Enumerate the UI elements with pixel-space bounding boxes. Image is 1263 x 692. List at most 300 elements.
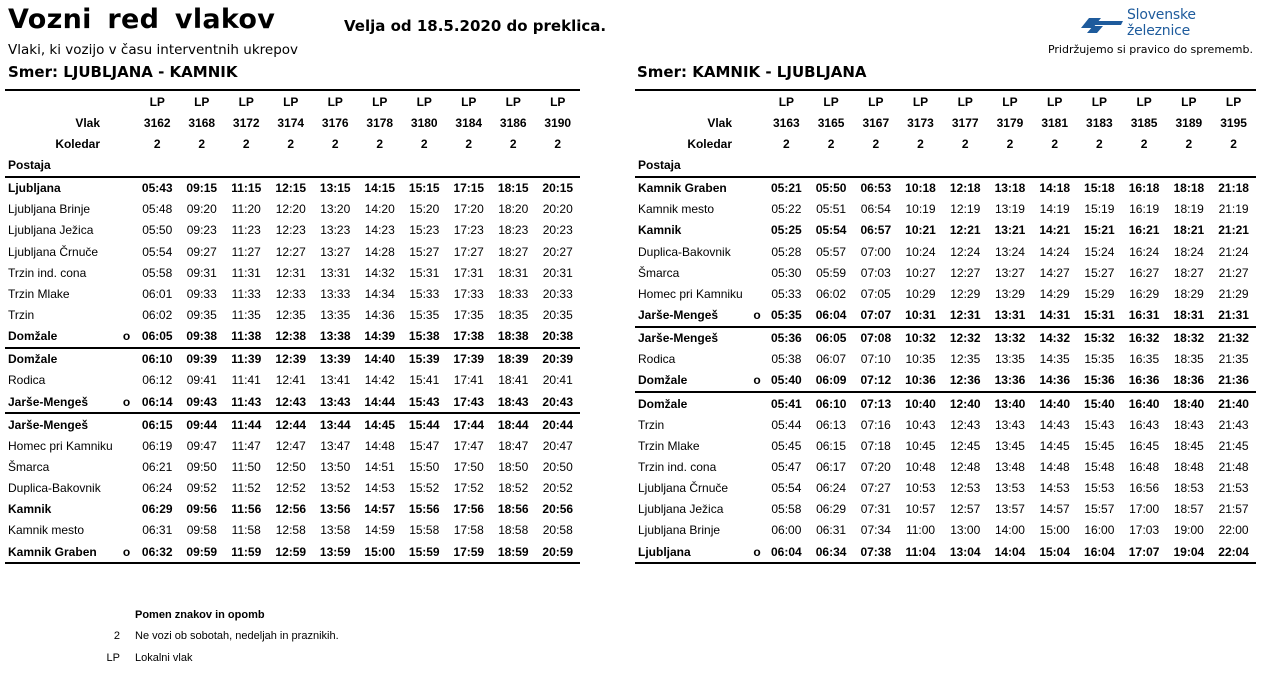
departure-time: 07:05 xyxy=(860,286,891,301)
departure-time: 17:00 xyxy=(1129,502,1160,517)
departure-time: 10:36 xyxy=(905,373,936,388)
departure-time: 13:43 xyxy=(319,394,351,409)
koledar-code: 2 xyxy=(376,136,384,151)
departure-time: 10:48 xyxy=(905,459,936,474)
departure-time: 13:27 xyxy=(994,265,1025,280)
departure-time: 10:35 xyxy=(905,352,936,367)
departure-time: 09:41 xyxy=(186,373,217,388)
departure-time: 21:31 xyxy=(1218,307,1249,322)
station-row xyxy=(5,262,580,283)
departure-time: 18:45 xyxy=(1173,438,1204,453)
departure-time: 18:36 xyxy=(1173,373,1205,388)
departure-time: 14:28 xyxy=(364,244,395,259)
departure-time: 18:31 xyxy=(498,265,529,280)
departure-time: 06:09 xyxy=(815,373,847,388)
departure-time: 18:18 xyxy=(1166,177,1211,199)
departure-time: 13:23 xyxy=(320,223,351,238)
departure-time: 15:45 xyxy=(1084,438,1115,453)
departure-time: 17:38 xyxy=(453,329,485,344)
departure-time: 22:00 xyxy=(1218,523,1249,538)
departure-time: 06:02 xyxy=(142,307,173,322)
departure-time: 12:47 xyxy=(275,438,306,453)
departure-time: 05:58 xyxy=(771,502,802,517)
departure-time: 15:48 xyxy=(1084,459,1115,474)
train-number: 3180 xyxy=(410,115,438,130)
departure-time: 06:21 xyxy=(142,459,173,474)
departure-time: 15:23 xyxy=(409,223,440,238)
departure-time: 18:57 xyxy=(1173,502,1204,517)
departure-time: 18:27 xyxy=(1173,265,1204,280)
station-mark xyxy=(750,283,764,304)
train-type: LP xyxy=(313,90,358,112)
departure-time: 14:32 xyxy=(1032,327,1077,349)
koledar-row xyxy=(635,133,1256,154)
departure-time: 14:19 xyxy=(1039,202,1070,217)
departure-time: 21:35 xyxy=(1218,352,1249,367)
station-mark xyxy=(118,304,135,325)
train-type: LP xyxy=(988,90,1033,112)
departure-time: 06:10 xyxy=(809,392,854,414)
departure-time: 20:20 xyxy=(542,202,573,217)
brand-logo xyxy=(1079,7,1263,39)
station-name: Jarše-Mengeš xyxy=(5,413,118,435)
station-mark xyxy=(118,220,135,241)
departure-time: 13:24 xyxy=(994,244,1025,259)
departure-time: 18:23 xyxy=(498,223,529,238)
station-mark xyxy=(118,435,135,456)
direction-heading-right: Smer: KAMNIK - LJUBLJANA xyxy=(637,63,867,81)
koledar-code: 2 xyxy=(465,136,473,151)
departure-time: 13:29 xyxy=(994,286,1025,301)
departure-time: 13:50 xyxy=(320,459,351,474)
departure-time: 05:54 xyxy=(815,223,847,238)
departure-time: 09:44 xyxy=(180,413,225,435)
departure-time: 18:32 xyxy=(1166,327,1211,349)
departure-time: 07:34 xyxy=(860,523,891,538)
departure-time: 05:44 xyxy=(771,417,802,432)
departure-time: 14:04 xyxy=(988,541,1033,563)
departure-time: 15:20 xyxy=(409,202,440,217)
departure-time: 17:39 xyxy=(447,348,492,370)
departure-time: 05:50 xyxy=(809,177,854,199)
departure-time: 13:57 xyxy=(994,502,1025,517)
departure-time: 18:44 xyxy=(491,413,536,435)
station-row xyxy=(5,304,580,325)
train-number: 3167 xyxy=(862,115,890,130)
train-type: LP xyxy=(447,90,492,112)
train-type: LP xyxy=(402,90,447,112)
departure-time: 11:39 xyxy=(224,348,269,370)
departure-time: 05:21 xyxy=(764,177,809,199)
departure-time: 07:03 xyxy=(860,265,891,280)
departure-time: 13:20 xyxy=(320,202,351,217)
station-name: Trzin Mlake xyxy=(638,438,700,453)
station-name: Rodica xyxy=(638,352,676,367)
departure-time: 20:43 xyxy=(542,394,574,409)
departure-time: 06:14 xyxy=(141,394,173,409)
departure-time: 12:43 xyxy=(950,417,981,432)
station-name: Jarše-Mengeš xyxy=(638,307,719,322)
departure-time: 05:28 xyxy=(771,244,802,259)
train-number: 3179 xyxy=(996,115,1024,130)
train-number: 3174 xyxy=(277,115,305,130)
departure-time: 21:40 xyxy=(1211,392,1256,414)
departure-time: 21:29 xyxy=(1218,286,1249,301)
direction-heading-left: Smer: LJUBLJANA - KAMNIK xyxy=(8,63,238,81)
departure-time: 05:45 xyxy=(771,438,802,453)
departure-time: 15:29 xyxy=(1084,286,1115,301)
departure-time: 12:56 xyxy=(275,502,307,517)
header-spacer xyxy=(750,133,764,154)
departure-time: 05:50 xyxy=(142,223,173,238)
header-spacer xyxy=(853,154,898,176)
departure-time: 12:21 xyxy=(949,223,981,238)
departure-time: 15:47 xyxy=(409,438,440,453)
departure-time: 21:21 xyxy=(1218,223,1249,238)
departure-time: 06:57 xyxy=(860,223,892,238)
departure-time: 12:53 xyxy=(950,481,981,496)
station-mark xyxy=(750,177,764,199)
departure-time: 14:48 xyxy=(1039,459,1070,474)
departure-time: 05:48 xyxy=(142,202,173,217)
departure-time: 07:31 xyxy=(860,502,891,517)
departure-time: 12:39 xyxy=(269,348,314,370)
station-name: Trzin xyxy=(638,417,665,432)
departure-time: 14:40 xyxy=(1032,392,1077,414)
station-row xyxy=(635,199,1256,220)
departure-time: 16:56 xyxy=(1129,481,1160,496)
departure-time: 05:40 xyxy=(771,373,802,388)
departure-time: 21:45 xyxy=(1218,438,1249,453)
departure-time: 15:41 xyxy=(409,373,440,388)
station-row xyxy=(635,414,1256,435)
header-spacer xyxy=(135,154,180,176)
departure-time: 15:50 xyxy=(409,459,440,474)
train-type: LP xyxy=(1122,90,1167,112)
departure-time: 20:59 xyxy=(536,541,581,563)
departure-time: 18:59 xyxy=(491,541,536,563)
departure-time: 09:58 xyxy=(186,523,217,538)
departure-time: 14:59 xyxy=(364,523,395,538)
departure-time: 13:33 xyxy=(320,286,351,301)
departure-time: 07:10 xyxy=(860,352,891,367)
train-number-row xyxy=(635,112,1256,133)
koledar-code: 2 xyxy=(153,136,161,151)
departure-time: 12:27 xyxy=(275,244,306,259)
train-type: LP xyxy=(943,90,988,112)
departure-time: 09:38 xyxy=(186,329,218,344)
koledar-code: 2 xyxy=(961,136,969,151)
departure-time: 15:39 xyxy=(402,348,447,370)
departure-time: 06:19 xyxy=(142,438,173,453)
departure-time: 14:27 xyxy=(1039,265,1070,280)
departure-time: 12:35 xyxy=(950,352,981,367)
departure-time: 15:35 xyxy=(1084,352,1115,367)
departure-time: 17:07 xyxy=(1122,541,1167,563)
departure-time: 16:19 xyxy=(1129,202,1160,217)
departure-time: 18:21 xyxy=(1173,223,1205,238)
departure-time: 17:03 xyxy=(1129,523,1160,538)
departure-time: 21:18 xyxy=(1211,177,1256,199)
departure-time: 15:04 xyxy=(1032,541,1077,563)
train-number: 3189 xyxy=(1175,115,1203,130)
departure-time: 15:33 xyxy=(409,286,440,301)
departure-time: 11:59 xyxy=(224,541,269,563)
departure-time: 11:35 xyxy=(231,307,261,322)
station-mark xyxy=(118,348,135,370)
station-row xyxy=(635,392,1256,414)
departure-time: 12:32 xyxy=(943,327,988,349)
station-mark xyxy=(118,478,135,499)
departure-time: 10:57 xyxy=(905,502,936,517)
station-mark: o xyxy=(750,541,764,563)
departure-time: 07:18 xyxy=(860,438,891,453)
departure-time: 21:48 xyxy=(1218,459,1249,474)
station-row xyxy=(635,241,1256,262)
header-spacer xyxy=(809,154,854,176)
header-spacer xyxy=(224,154,269,176)
station-row xyxy=(5,456,580,477)
departure-time: 15:58 xyxy=(409,523,440,538)
station-mark xyxy=(118,283,135,304)
station-name: Trzin ind. cona xyxy=(638,459,717,474)
timetable-ljubljana-kamnik xyxy=(5,89,580,564)
departure-time: 18:56 xyxy=(497,502,529,517)
departure-time: 13:35 xyxy=(994,352,1025,367)
departure-time: 14:40 xyxy=(358,348,403,370)
station-row xyxy=(5,241,580,262)
departure-time: 21:36 xyxy=(1218,373,1249,388)
departure-time: 12:24 xyxy=(950,244,981,259)
departure-time: 11:43 xyxy=(231,394,262,409)
departure-time: 13:45 xyxy=(994,438,1025,453)
departure-time: 15:27 xyxy=(1084,265,1115,280)
departure-time: 16:04 xyxy=(1077,541,1122,563)
departure-time: 18:38 xyxy=(497,329,529,344)
station-row xyxy=(635,327,1256,349)
train-number: 3177 xyxy=(951,115,979,130)
station-name: Kamnik mesto xyxy=(8,523,85,538)
header-spacer xyxy=(1166,154,1211,176)
koledar-code: 2 xyxy=(1230,136,1237,151)
departure-time: 11:47 xyxy=(231,438,261,453)
station-name: Trzin xyxy=(8,307,35,322)
train-type-row xyxy=(635,90,1256,112)
departure-time: 11:41 xyxy=(231,373,261,388)
departure-time: 11:33 xyxy=(231,286,261,301)
departure-time: 10:45 xyxy=(905,438,936,453)
departure-time: 07:20 xyxy=(860,459,891,474)
departure-time: 13:48 xyxy=(994,459,1025,474)
station-name: Ljubljana xyxy=(635,541,750,563)
koledar-label: Koledar xyxy=(55,136,100,151)
postaja-row xyxy=(5,154,580,176)
departure-time: 06:05 xyxy=(141,329,173,344)
departure-time: 18:48 xyxy=(1173,459,1204,474)
departure-time: 05:35 xyxy=(771,307,802,322)
station-row xyxy=(635,541,1256,563)
departure-time: 15:31 xyxy=(409,265,440,280)
station-row xyxy=(635,499,1256,520)
header-spacer xyxy=(750,90,764,112)
departure-time: 10:32 xyxy=(898,327,943,349)
station-mark: o xyxy=(118,541,135,563)
station-row xyxy=(635,349,1256,370)
koledar-code: 2 xyxy=(1051,136,1059,151)
departure-time: 09:56 xyxy=(186,502,218,517)
station-mark xyxy=(750,327,764,349)
departure-time: 15:53 xyxy=(1084,481,1115,496)
station-mark xyxy=(118,520,135,541)
departure-time: 05:36 xyxy=(764,327,809,349)
departure-time: 13:19 xyxy=(994,202,1025,217)
station-row xyxy=(5,413,580,435)
departure-time: 11:38 xyxy=(231,329,262,344)
departure-time: 15:44 xyxy=(402,413,447,435)
departure-time: 16:21 xyxy=(1128,223,1160,238)
departure-time: 17:20 xyxy=(453,202,484,217)
departure-time: 05:54 xyxy=(771,481,802,496)
departure-time: 15:43 xyxy=(408,394,440,409)
station-row xyxy=(635,456,1256,477)
departure-time: 10:29 xyxy=(905,286,936,301)
departure-time: 06:10 xyxy=(135,348,180,370)
departure-time: 12:40 xyxy=(943,392,988,414)
station-mark xyxy=(750,456,764,477)
header-spacer xyxy=(750,112,764,133)
departure-time: 13:58 xyxy=(320,523,351,538)
departure-time: 19:00 xyxy=(1173,523,1204,538)
station-name: Domžale xyxy=(638,373,688,388)
station-row xyxy=(5,478,580,499)
departure-time: 14:29 xyxy=(1039,286,1070,301)
station-row xyxy=(5,391,580,413)
train-number: 3172 xyxy=(232,115,260,130)
departure-time: 16:18 xyxy=(1122,177,1167,199)
station-row xyxy=(635,262,1256,283)
departure-time: 18:35 xyxy=(1173,352,1204,367)
departure-time: 20:35 xyxy=(542,307,573,322)
departure-time: 06:00 xyxy=(771,523,802,538)
station-row xyxy=(5,541,580,563)
header-spacer xyxy=(269,154,314,176)
departure-time: 14:45 xyxy=(1039,438,1070,453)
station-name: Duplica-Bakovnik xyxy=(8,481,101,496)
departure-time: 13:36 xyxy=(994,373,1026,388)
station-row xyxy=(635,435,1256,456)
departure-time: 15:40 xyxy=(1077,392,1122,414)
departure-time: 15:19 xyxy=(1084,202,1115,217)
train-number: 3165 xyxy=(817,115,845,130)
departure-time: 09:33 xyxy=(186,286,217,301)
station-name: Kamnik Graben xyxy=(635,177,750,199)
departure-time: 14:43 xyxy=(1039,417,1070,432)
departure-time: 07:00 xyxy=(860,244,891,259)
koledar-code: 2 xyxy=(420,136,428,151)
train-type: LP xyxy=(1032,90,1077,112)
koledar-code: 2 xyxy=(242,136,250,151)
page-title: Vozni red vlakov xyxy=(8,4,276,35)
departure-time: 16:27 xyxy=(1129,265,1160,280)
departure-time: 12:18 xyxy=(943,177,988,199)
departure-time: 06:53 xyxy=(853,177,898,199)
departure-time: 05:25 xyxy=(771,223,802,238)
departure-time: 14:57 xyxy=(1039,502,1070,517)
station-row xyxy=(635,283,1256,304)
koledar-row xyxy=(5,133,580,154)
header-spacer xyxy=(118,90,135,112)
departure-time: 11:44 xyxy=(224,413,269,435)
departure-time: 06:32 xyxy=(135,541,180,563)
train-type: LP xyxy=(1211,90,1256,112)
train-type: LP xyxy=(491,90,536,112)
departure-time: 10:43 xyxy=(905,417,936,432)
koledar-code: 2 xyxy=(1140,136,1148,151)
koledar-code: 2 xyxy=(1185,136,1193,151)
departure-time: 17:27 xyxy=(453,244,484,259)
departure-time: 21:24 xyxy=(1218,244,1249,259)
departure-time: 09:52 xyxy=(186,481,217,496)
train-number: 3162 xyxy=(143,115,171,130)
departure-time: 18:20 xyxy=(498,202,529,217)
departure-time: 09:20 xyxy=(186,202,217,217)
departure-time: 14:21 xyxy=(1039,223,1071,238)
station-mark xyxy=(118,499,135,520)
train-type: LP xyxy=(536,90,581,112)
departure-time: 16:48 xyxy=(1129,459,1160,474)
departure-time: 09:39 xyxy=(180,348,225,370)
departure-time: 16:29 xyxy=(1129,286,1160,301)
departure-time: 17:23 xyxy=(453,223,484,238)
legend-text: Ne vozi ob sobotah, nedeljah in praznikih. xyxy=(135,630,339,642)
departure-time: 09:31 xyxy=(186,265,217,280)
departure-time: 11:15 xyxy=(224,177,269,199)
station-row xyxy=(635,177,1256,199)
departure-time: 18:58 xyxy=(498,523,529,538)
station-name: Ljubljana Brinje xyxy=(638,523,721,538)
train-type: LP xyxy=(358,90,403,112)
station-row xyxy=(5,220,580,241)
koledar-code: 2 xyxy=(872,136,880,151)
departure-time: 18:40 xyxy=(1166,392,1211,414)
departure-time: 09:59 xyxy=(180,541,225,563)
station-row xyxy=(5,326,580,348)
departure-time: 14:44 xyxy=(364,394,396,409)
station-mark xyxy=(750,435,764,456)
departure-time: 13:04 xyxy=(943,541,988,563)
departure-time: 14:57 xyxy=(364,502,396,517)
departure-time: 06:17 xyxy=(816,459,847,474)
station-row xyxy=(5,520,580,541)
departure-time: 17:52 xyxy=(453,481,484,496)
station-name: Jarše-Mengeš xyxy=(8,394,89,409)
departure-time: 16:35 xyxy=(1129,352,1160,367)
station-name: Šmarca xyxy=(8,459,50,474)
koledar-code: 2 xyxy=(509,136,517,151)
departure-time: 15:56 xyxy=(408,502,440,517)
departure-time: 21:27 xyxy=(1218,265,1249,280)
header-spacer xyxy=(764,154,809,176)
departure-time: 14:35 xyxy=(1039,352,1070,367)
departure-time: 14:48 xyxy=(364,438,395,453)
station-mark xyxy=(750,262,764,283)
departure-time: 07:38 xyxy=(853,541,898,563)
postaja-row xyxy=(635,154,1256,176)
departure-time: 07:16 xyxy=(860,417,891,432)
departure-time: 10:53 xyxy=(905,481,936,496)
departure-time: 20:27 xyxy=(542,244,573,259)
departure-time: 14:53 xyxy=(1039,481,1070,496)
